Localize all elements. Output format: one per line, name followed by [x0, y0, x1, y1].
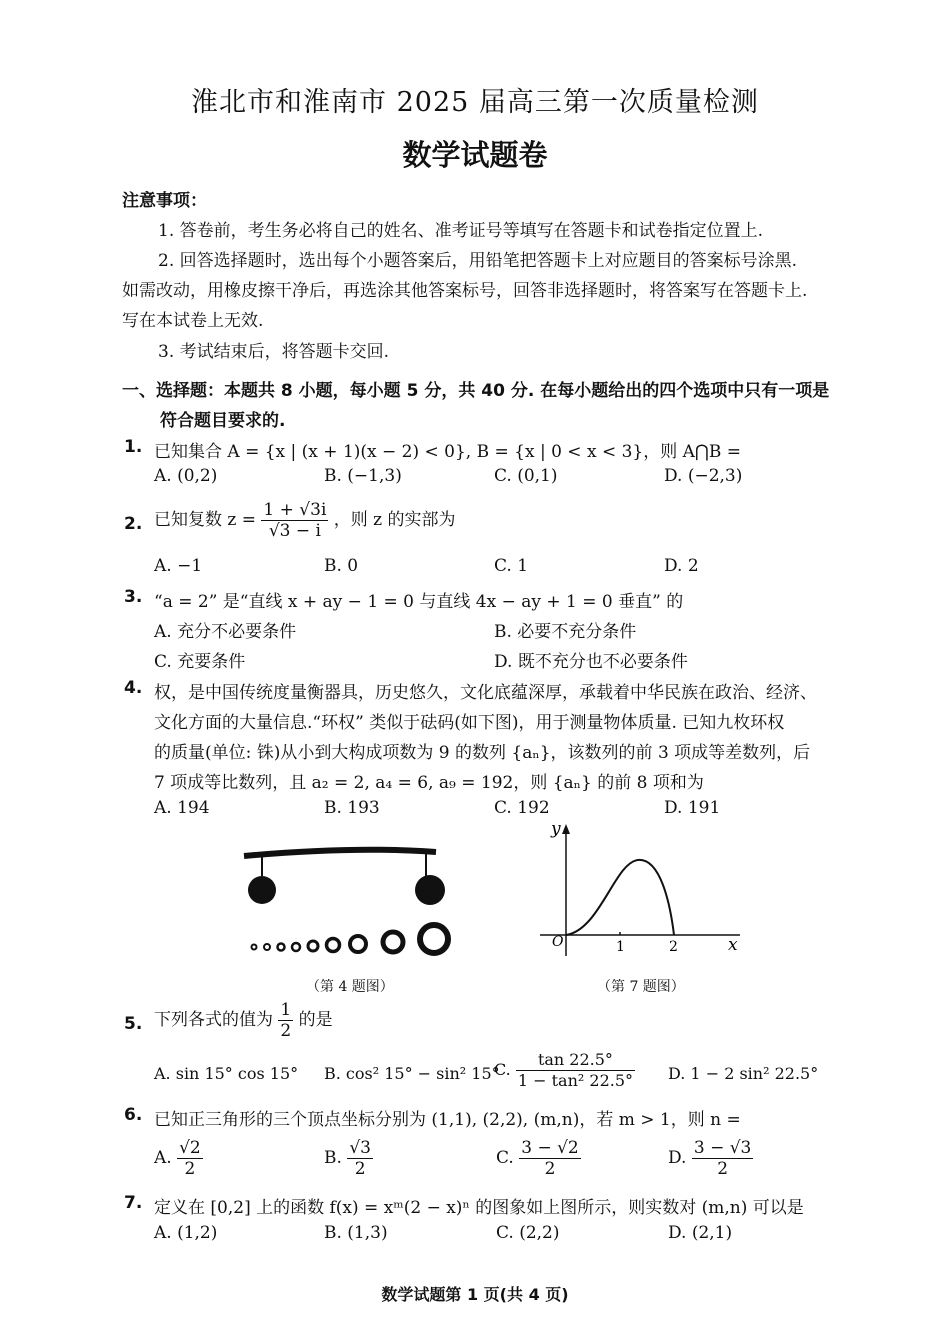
question-5-fraction: [278, 1000, 293, 1041]
question-4-option-b: B. 193: [324, 798, 380, 818]
question-6-stem: 已知正三角形的三个顶点坐标分别为 (1,1), (2,2), (m,n)，若 m > 1，则 n =: [154, 1110, 741, 1130]
question-2-fraction-num: 1 + √3i: [263, 500, 327, 520]
question-6-option-b-num: √3: [349, 1138, 371, 1158]
question-5-option-c-num: tan 22.5°: [516, 1050, 635, 1071]
question-3-option-b: B. 必要不充分条件: [494, 622, 637, 642]
question-6-option-b-den: 2: [354, 1159, 366, 1179]
question-1-option-d: D. (−2,3): [664, 466, 743, 486]
section-heading-cont: 符合题目要求的.: [160, 411, 286, 431]
question-2-stem: [154, 500, 456, 541]
notice-item-1: 1. 答卷前，考生务必将自己的姓名、准考证号等填写在答题卡和试卷指定位置上.: [158, 221, 764, 241]
question-2-option-a: A. −1: [154, 556, 203, 576]
ring-7: [350, 936, 366, 952]
question-5-stem-post: 的是: [298, 1010, 333, 1030]
question-number-4: 4.: [124, 678, 143, 698]
question-5-option-c-label: C.: [494, 1060, 511, 1079]
question-6-option-d: [668, 1138, 753, 1179]
question-5-fraction-num: 1: [280, 1000, 292, 1020]
exam-subtitle: 数学试题卷: [402, 138, 548, 172]
figure-4-ring-weights: [240, 840, 470, 960]
question-4-option-a: A. 194: [154, 798, 210, 818]
y-axis-label: y: [551, 822, 561, 839]
question-1-option-b: B. (−1,3): [324, 466, 402, 486]
balance-bar: [244, 850, 436, 856]
question-2-fraction-den: √3 − i: [268, 521, 321, 541]
notice-item-2-end: 写在本试卷上无效.: [122, 311, 264, 331]
question-6-option-a-fraction: [177, 1138, 203, 1179]
left-hanging-weight: [248, 876, 276, 904]
question-6-option-c-fraction: [519, 1138, 581, 1179]
question-5-option-c: [494, 1050, 635, 1091]
question-number-6: 6.: [124, 1105, 143, 1125]
x-tick-label-2: 2: [669, 939, 678, 955]
question-4-option-d: D. 191: [664, 798, 721, 818]
question-5-stem: [154, 1000, 333, 1041]
question-5-option-c-den: 1 − tan² 22.5°: [517, 1071, 634, 1090]
question-6-option-d-label: D.: [668, 1148, 687, 1168]
question-6-option-d-den: 2: [717, 1159, 729, 1179]
x-axis-label: x: [728, 935, 738, 955]
question-number-1: 1.: [124, 437, 143, 457]
question-7-stem: 定义在 [0,2] 上的函数 f(x) = xᵐ(2 − x)ⁿ 的图象如上图所示，则实数对 (m,n) 可以是: [154, 1198, 804, 1218]
question-number-3: 3.: [124, 587, 143, 607]
question-3-option-a: A. 充分不必要条件: [154, 622, 297, 642]
ring-1: [252, 945, 257, 950]
question-3-stem: “a = 2” 是“直线 x + ay − 1 = 0 与直线 4x − ay + 1 = 0 垂直” 的: [154, 592, 684, 612]
ring-2: [264, 944, 270, 950]
origin-label: O: [552, 934, 564, 950]
question-3-option-c: C. 充要条件: [154, 652, 246, 672]
question-6-option-a-num: √2: [179, 1138, 201, 1158]
question-7-option-c: C. (2,2): [496, 1223, 560, 1243]
question-2-stem-post: ，则 z 的实部为: [333, 510, 456, 530]
question-5-stem-pre: 下列各式的值为: [154, 1010, 273, 1030]
ring-3: [278, 944, 285, 951]
question-4-line-3: 的质量(单位: 铢)从小到大构成项数为 9 的数列 {aₙ}，该数列的前 3 项成等差数列，后: [154, 743, 811, 763]
ring-9: [420, 925, 448, 953]
question-6-option-d-num: 3 − √3: [693, 1138, 752, 1158]
figure-4-caption: （第 4 题图）: [306, 979, 394, 995]
question-7-option-d: D. (2,1): [668, 1223, 733, 1243]
question-4-option-c: C. 192: [494, 798, 550, 818]
question-6-option-a-den: 2: [184, 1159, 196, 1179]
notice-item-2: 2. 回答选择题时，选出每个小题答案后，用铅笔把答题卡上对应题目的答案标号涂黑.: [158, 251, 798, 271]
question-7-option-a: A. (1,2): [154, 1223, 218, 1243]
question-6-option-c-label: C.: [496, 1148, 514, 1168]
question-6-option-b: [324, 1138, 373, 1179]
question-6-option-c-num: 3 − √2: [521, 1138, 579, 1158]
question-1-stem: 已知集合 A = {x | (x + 1)(x − 2) < 0}, B = {x | 0 < x < 3}，则 A⋂B =: [154, 442, 741, 462]
ring-8: [383, 932, 403, 952]
question-1-option-c: C. (0,1): [494, 466, 558, 486]
question-2-option-b: B. 0: [324, 556, 359, 576]
question-5-option-b: B. cos² 15° − sin² 15°: [324, 1064, 500, 1083]
question-2-fraction: [261, 500, 328, 541]
question-number-2: 2.: [124, 514, 143, 534]
question-5-option-c-fraction: [516, 1050, 635, 1091]
right-hanging-weight: [415, 875, 445, 905]
question-5-option-a: A. sin 15° cos 15°: [154, 1064, 299, 1083]
x-tick-label-1: 1: [616, 939, 625, 955]
question-6-option-a: [154, 1138, 203, 1179]
question-1-option-a: A. (0,2): [154, 466, 218, 486]
y-axis-arrow: [562, 824, 570, 834]
question-6-option-d-fraction: [692, 1138, 754, 1179]
question-6-option-c-den: 2: [544, 1159, 556, 1179]
notice-item-2-cont: 如需改动，用橡皮擦干净后，再选涂其他答案标号，回答非选择题时，将答案写在答题卡上.: [122, 281, 808, 301]
question-6-option-b-label: B.: [324, 1148, 342, 1168]
question-2-option-c: C. 1: [494, 556, 529, 576]
question-5-fraction-den: 2: [280, 1021, 292, 1041]
ring-weights-row: [252, 925, 449, 953]
question-4-line-4: 7 项成等比数列，且 a₂ = 2, a₄ = 6, a₉ = 192，则 {aₙ} 的前 8 项和为: [154, 773, 704, 793]
question-number-5: 5.: [124, 1014, 143, 1034]
ring-6: [327, 939, 340, 952]
figure-7-caption: （第 7 题图）: [597, 979, 685, 995]
function-curve: [566, 860, 674, 935]
ring-4: [292, 943, 300, 951]
page-footer: 数学试题第 1 页(共 4 页): [381, 1285, 569, 1304]
question-4-line-2: 文化方面的大量信息.“环权” 类似于砝码(如下图)，用于测量物体质量. 已知九枚环权: [154, 713, 785, 733]
exam-title: 淮北市和淮南市 2025 届高三第一次质量检测: [191, 87, 759, 118]
figure-7-graph: [530, 822, 750, 960]
question-3-option-d: D. 既不充分也不必要条件: [494, 652, 688, 672]
question-4-line-1: 权，是中国传统度量衡器具，历史悠久，文化底蕴深厚，承载着中华民族在政治、经济、: [154, 683, 817, 703]
notice-heading: 注意事项：: [122, 191, 207, 211]
ring-5: [308, 941, 318, 951]
section-heading: 一、选择题：本题共 8 小题，每小题 5 分，共 40 分. 在每小题给出的四个选项中只有一项是: [122, 381, 830, 401]
question-2-stem-pre: 已知复数 z =: [154, 510, 257, 530]
question-number-7: 7.: [124, 1193, 143, 1213]
question-7-option-b: B. (1,3): [324, 1223, 388, 1243]
question-6-option-c: [496, 1138, 581, 1179]
notice-item-3: 3. 考试结束后，将答题卡交回.: [158, 342, 390, 362]
question-6-option-b-fraction: [347, 1138, 373, 1179]
question-6-option-a-label: A.: [154, 1148, 172, 1168]
question-5-option-d: D. 1 − 2 sin² 22.5°: [668, 1064, 819, 1083]
question-2-option-d: D. 2: [664, 556, 699, 576]
